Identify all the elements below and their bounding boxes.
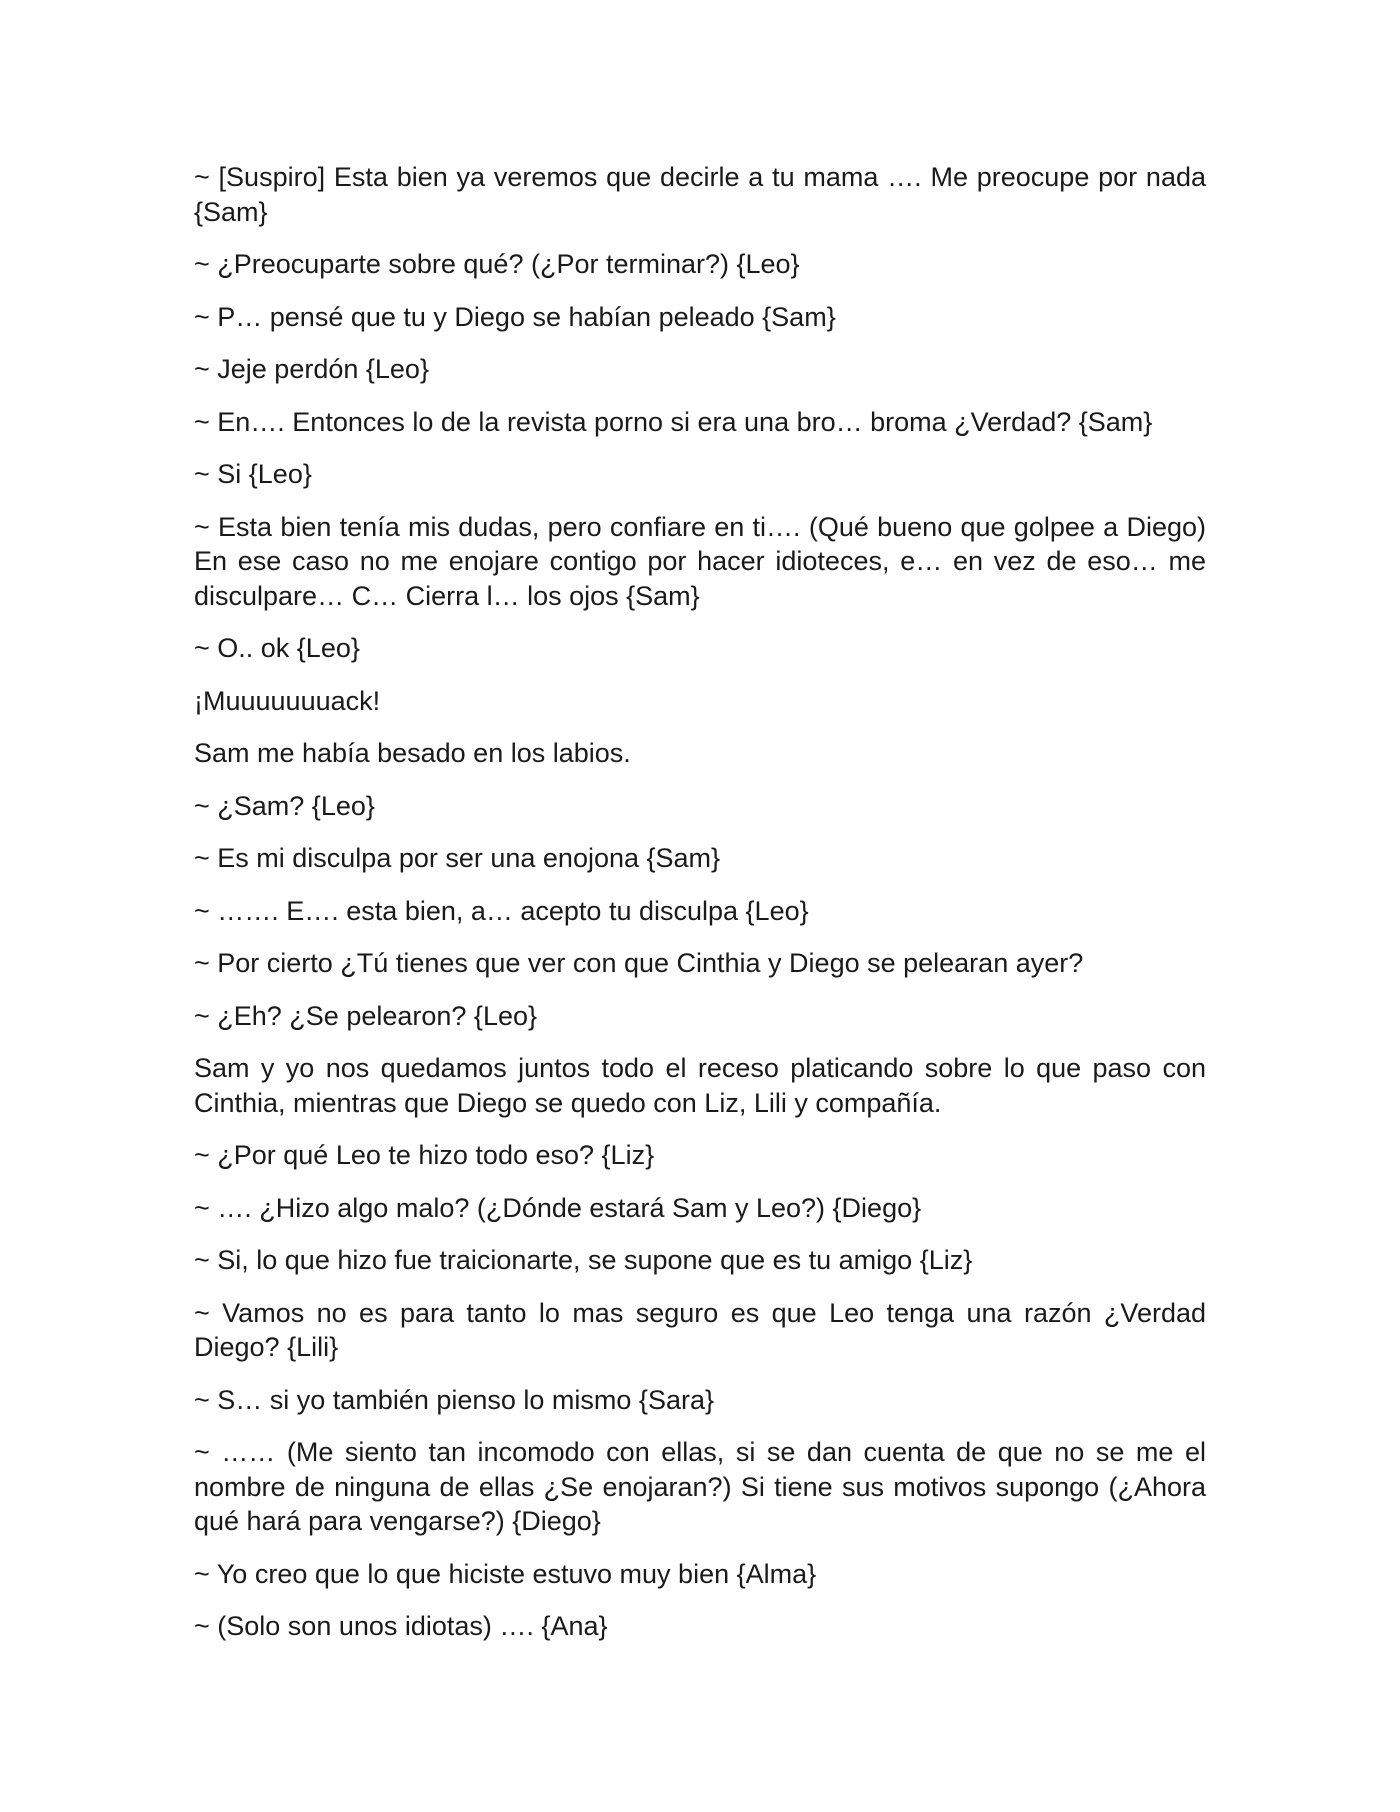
paragraph: ~ Esta bien tenía mis dudas, pero confiare en ti…. (Qué bueno que golpee a Diego) En ese caso no me enojare contigo por hacer idioteces, e… en vez de eso… me disculpare… C… Cierra l… los ojos {Sam} [194, 511, 1206, 611]
paragraph: ~ Si, lo que hizo fue traicionarte, se supone que es tu amigo {Liz} [194, 1245, 973, 1275]
paragraph: ~ [Suspiro] Esta bien ya veremos que decirle a tu mama …. Me preocupe por nada {Sam} [194, 162, 1206, 227]
paragraph: ~ ¿Sam? {Leo} [194, 790, 375, 821]
paragraph: ~ O.. ok {Leo} [194, 633, 360, 663]
paragraph: ~ Jeje perdón {Leo} [194, 354, 429, 384]
paragraph: ~ Es mi disculpa por ser una enojona {Sam} [194, 843, 721, 873]
paragraph: Sam y yo nos quedamos juntos todo el receso platicando sobre lo que paso con Cinthia, mientras que Diego se quedo con Liz, Lili y compañía. [194, 1053, 1206, 1118]
paragraph: ~ ¿Por qué Leo te hizo todo eso? {Liz} [194, 1140, 655, 1170]
paragraph: ¡Muuuuuuuack! [194, 685, 381, 716]
paragraph: ~ Yo creo que lo que hiciste estuvo muy bien {Alma} [194, 1558, 817, 1589]
paragraph: ~ ……. E…. esta bien, a… acepto tu disculpa {Leo} [194, 895, 809, 926]
paragraph: ~ Por cierto ¿Tú tienes que ver con que Cinthia y Diego se pelearan ayer? [194, 948, 1084, 978]
paragraph: Sam me había besado en los labios. [194, 738, 631, 768]
paragraph: ~ Vamos no es para tanto lo mas seguro es que Leo tenga una razón ¿Verdad Diego? {Lili} [194, 1297, 1206, 1362]
paragraph: ~ Si {Leo} [194, 459, 312, 489]
paragraph: ~ En…. Entonces lo de la revista porno si era una bro… broma ¿Verdad? {Sam} [194, 406, 1153, 437]
paragraph: ~ …… (Me siento tan incomodo con ellas, si se dan cuenta de que no se me el nombre de ninguna de ellas ¿Se enojaran?) Si tiene sus motivos supongo (¿Ahora qué hará para vengarse?) {Diego} [194, 1437, 1206, 1536]
paragraph: ~ S… si yo también pienso lo mismo {Sara} [194, 1384, 715, 1415]
paragraph: ~ ¿Preocuparte sobre qué? (¿Por terminar?) {Leo} [194, 249, 800, 279]
paragraph: ~ ¿Eh? ¿Se pelearon? {Leo} [194, 1000, 538, 1031]
paragraph: ~ (Solo son unos idiotas) …. {Ana} [194, 1611, 608, 1641]
paragraph: ~ P… pensé que tu y Diego se habían peleado {Sam} [194, 301, 836, 332]
document-page [194, 160, 1206, 1662]
paragraph: ~ …. ¿Hizo algo malo? (¿Dónde estará Sam y Leo?) {Diego} [194, 1192, 922, 1223]
